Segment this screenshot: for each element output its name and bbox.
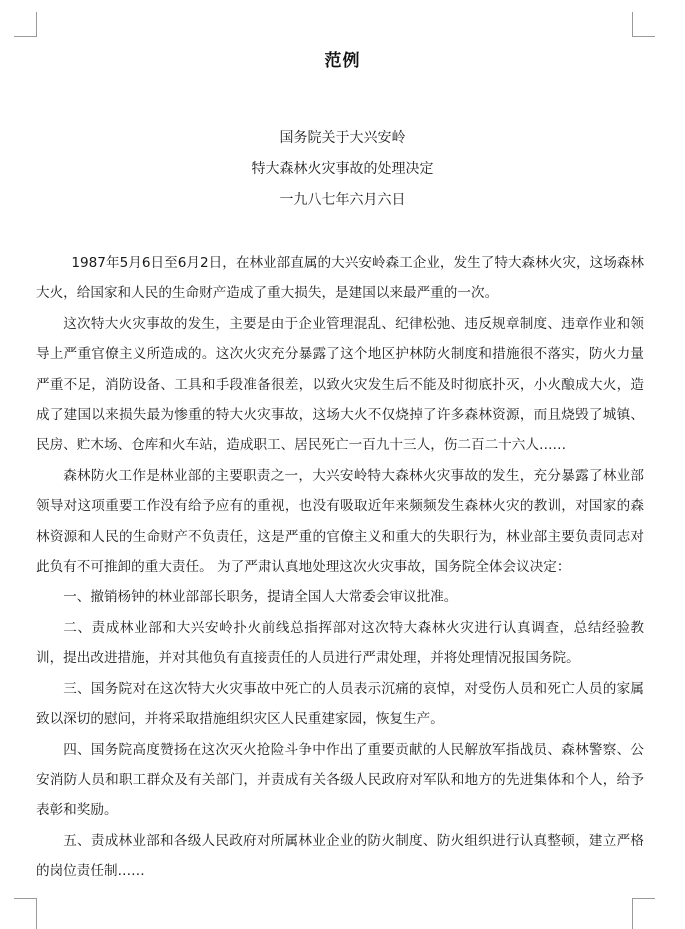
document-date: 一九八七年六月六日: [279, 192, 406, 208]
document-heading-line-2: 特大森林火灾事故的处理决定: [251, 161, 434, 177]
decision-item-4: 四、国务院高度赞扬在这次灭火抢险斗争中作出了重要贡献的人民解放军指战员、森林警察、公安消防人员和职工群众及有关部门，并责成有关各级人民政府对军队和地方的先进集体和个人，给予表彰和奖励。: [36, 741, 644, 819]
document-body: [36, 248, 644, 887]
paragraph-intro: 1987年5月6日至6月2日，在林业部直属的大兴安岭森工企业，发生了特大森林火灾，这场森林大火，给国家和人民的生命财产造成了重大损失，是建国以来最严重的一次。: [36, 255, 644, 302]
decision-item-1: 一、撤销杨钟的林业部部长职务，提请全国人大常委会审议批准。: [63, 589, 458, 606]
paragraph-cause: 这次特大火灾事故的发生，主要是由于企业管理混乱、纪律松弛、违反规章制度、违章作业和领导上严重官僚主义所造成的。这次火灾充分暴露了这个地区护林防火制度和措施很不落实，防火力量严重不足，消防设备、工具和手段准备很差，以致火灾发生后不能及时彻底扑灭，小火酿成大火，造成了建国以来损失最为惨重的特大火灾事故，这场大火不仅烧掉了许多森林资源，而且烧毁了城镇、民房、贮木场、仓库和火车站，造成职工、居民死亡一百九十三人，伤二百二十六人……: [36, 315, 644, 454]
page-title: 范例: [324, 51, 361, 71]
crop-mark-bottom-right: [632, 898, 655, 929]
decision-item-5: 五、责成林业部和各级人民政府对所属林业企业的防火制度、防火组织进行认真整顿，建立严格的岗位责任制……: [36, 832, 644, 880]
crop-mark-top-left: [14, 12, 37, 37]
crop-mark-bottom-left: [14, 898, 37, 929]
paragraph-responsibility: 森林防火工作是林业部的主要职责之一，大兴安岭特大森林火灾事故的发生，充分暴露了林业部领导对这项重要工作没有给予应有的重视，也没有吸取近年来频频发生森林火灾的教训，对国家的森林资源和人民的生命财产不负责任，这是严重的官僚主义和重大的失职行为，林业部主要负责同志对此负有不可推卸的重大责任。 为了严肃认真地处理这次火灾事故，国务院全体会议决定：: [36, 467, 644, 576]
crop-mark-top-right: [632, 12, 655, 37]
decision-item-3: 三、国务院对在这次特大火灾事故中死亡的人员表示沉痛的哀悼，对受伤人员和死亡人员的家属致以深切的慰问，并将采取措施组织灾区人民重建家园，恢复生产。: [36, 680, 644, 728]
decision-item-2: 二、责成林业部和大兴安岭扑火前线总指挥部对这次特大森林火灾进行认真调查，总结经验教训，提出改进措施，并对其他负有直接责任的人员进行严肃处理，并将处理情况报国务院。: [36, 619, 644, 667]
document-heading-line-1: 国务院关于大兴安岭: [279, 130, 406, 146]
